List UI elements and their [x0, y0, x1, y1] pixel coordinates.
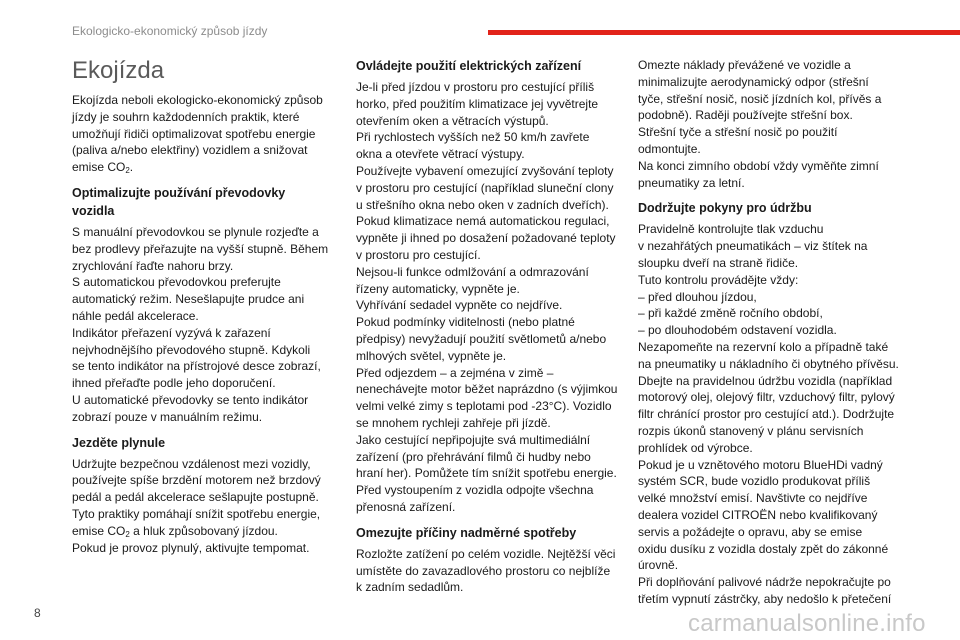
text-line: Střešní tyče a střešní nosič po použití — [638, 125, 838, 140]
text-line: v prostoru pro cestující (například sluneční clony — [356, 180, 614, 195]
heading-electrical — [356, 57, 624, 75]
section-title: Ekojízda — [72, 57, 165, 84]
electrical-paragraph — [356, 79, 624, 516]
text-line: rozpis úkonů stanovený v plánu servisních — [638, 423, 864, 438]
text-line: Dbejte na pravidelnou údržbu vozidla (například — [638, 373, 893, 388]
text-line: pneumatiky za letní. — [638, 175, 745, 190]
text-line: horko, před použitím klimatizace jej vyvětrejte — [356, 96, 599, 111]
text-line: motorový olej, olejový filtr, vzduchový filtr, pylový — [638, 390, 895, 405]
text-line: podobně). Raději používejte střešní box. — [638, 108, 853, 123]
chapter-title: Ekologicko-ekonomický způsob jízdy — [72, 24, 268, 38]
text-line: tyče, střešní nosič, nosič jízdních kol, přívěs a — [638, 91, 882, 106]
text-line: k zadním sedadlům. — [356, 580, 464, 595]
text-line: dealera vozidel CITROËN nebo kvalifikovaný — [638, 507, 878, 522]
text-line: Pravidelně kontrolujte tlak vzduchu — [638, 222, 824, 237]
text-line: Před vystoupením z vozidla odpojte všechna — [356, 483, 594, 498]
text-line: Při rychlostech vyšších než 50 km/h zavřete — [356, 130, 590, 145]
text-line: zobrazí pouze v manuálním režimu. — [72, 409, 263, 424]
text-line: řízeny automaticky, vypněte je. — [356, 281, 520, 296]
text-line: umožňují řidiči optimalizovat spotřebu energie — [72, 126, 316, 141]
text-line: otevřením oken a větracích výstupů. — [356, 113, 549, 128]
text-line: ihned přeřaďte podle jeho doporučení. — [72, 376, 276, 391]
text-line: servis a požádejte o opravu, aby se emise — [638, 524, 863, 539]
text-line: Vyhřívání sedadel vypněte co nejdříve. — [356, 298, 563, 313]
text-line: nejvhodnějšího převodového stupně. Kdykoli — [72, 342, 311, 357]
text-line: minimalizujte aerodynamický odpor (střešní — [638, 74, 869, 89]
text-line: Optimalizujte používání převodovky — [72, 185, 286, 200]
text-line: Omezte náklady převážené ve vozidle a — [638, 58, 851, 72]
text-line: se mnohem rychleji zahřeje při jízdě. — [356, 415, 551, 430]
text-line: Tyto praktiky pomáhají snížit spotřebu energie, — [72, 506, 321, 521]
text-line: Nezapomeňte na rezervní kolo a případně také — [638, 339, 889, 354]
text-line: vypněte ji ihned po dosažení požadované teploty — [356, 231, 616, 246]
intro-co2-line: emise $CO_2$. — [72, 160, 134, 176]
text-line: automatický režim. Nesešlapujte prudce ani — [72, 292, 305, 307]
text-line: prohlídek od výrobce. — [638, 440, 753, 455]
text-line: – při každé změně ročního období, — [638, 306, 823, 321]
text-line: velké množství emisí. Navštivte co nejdříve — [638, 491, 868, 506]
text-line: na pneumatiky u nákladního či obytného přívěsu. — [638, 356, 899, 371]
text-line: Tuto kontrolu provádějte vždy: — [638, 272, 799, 287]
text-line: vozidla — [72, 203, 115, 218]
text-line: – před dlouhou jízdou, — [638, 289, 757, 304]
load-paragraph — [356, 546, 624, 596]
text-line: U automatické převodovky se tento indikátor — [72, 392, 309, 407]
text-line: Rozložte zatížení po celém vozidle. Nejtěžší věci — [356, 546, 616, 561]
text-line: zařízení (pro přehrávání filmů či hudby nebo — [356, 449, 591, 464]
text-line: Na konci zimního období vždy vyměňte zimní — [638, 158, 879, 173]
watermark: carmanualsonline.info — [688, 610, 926, 637]
text-line: Při doplňování palivové nádrže nepokračujte po — [638, 575, 891, 590]
text-line: přenosná zařízení. — [356, 499, 456, 514]
heading-smooth-driving — [72, 434, 340, 452]
text-line: u střešního okna nebo oken v zadních dveřích). — [356, 197, 609, 212]
text-line: hraní her). Pomůžete tím snížit spotřebu energie. — [356, 466, 617, 481]
text-line: jízdy je souhrn každodenních praktik, které — [72, 109, 300, 124]
text-line: se tento indikátor na přístrojové desce zobrazí, — [72, 359, 321, 374]
column-right — [638, 57, 906, 616]
text-line: Ovládejte použití elektrických zařízení — [356, 59, 582, 73]
text-line: Používejte vybavení omezující zvyšování teploty — [356, 163, 614, 178]
text-line: sloupku dveří na straně řidiče. — [638, 255, 799, 270]
text-line: Před odjezdem – a zejména v zimě – — [356, 365, 554, 380]
column-middle — [356, 57, 624, 604]
text-line: umístěte do zavazadlového prostoru co nejblíže — [356, 563, 611, 578]
text-line: Udržujte bezpečnou vzdálenost mezi vozidly, — [72, 456, 311, 471]
text-line: Pokud podmínky viditelnosti (nebo platné — [356, 315, 575, 330]
text-line: Indikátor přeřazení vyzývá k zařazení — [72, 325, 271, 340]
text-line: Dodržujte pokyny pro údržbu — [638, 201, 812, 216]
text-line: nenechávejte motor běžet naprázdno (s výjimkou — [356, 382, 618, 397]
gearbox-paragraph — [72, 224, 340, 426]
load-continued-paragraph — [638, 57, 906, 191]
smooth-driving-paragraph — [72, 456, 340, 557]
heading-maintenance — [638, 199, 906, 217]
text-line: předpisy) nevyžadují použití světlometů a/nebo — [356, 331, 607, 346]
text-line: používejte spíše brzdění motorem než brzdový — [72, 473, 321, 488]
text-line: Omezujte příčiny nadměrné spotřeby — [356, 525, 577, 540]
text-line: oxidu dusíku z vozidla dostaly zpět do zákonné — [638, 541, 889, 556]
text-line: Je-li před jízdou v prostoru pro cestující příliš — [356, 80, 595, 94]
text-line: Pokud je u vznětového motoru BlueHDi vadný — [638, 457, 883, 472]
text-line: (paliva a/nebo elektřiny) vozidlem a snižovat — [72, 143, 308, 158]
text-line: zrychlování řaďte nahoru brzy. — [72, 258, 234, 273]
text-line: Pokud klimatizace nemá automatickou regulaci, — [356, 214, 610, 229]
header-accent-bar — [488, 30, 960, 35]
text-line: v prostoru pro cestující. — [356, 247, 481, 262]
heading-excess-consumption — [356, 524, 624, 542]
text-line: náhle pedál akcelerace. — [72, 308, 199, 323]
text-line: Pokud je provoz plynulý, aktivujte tempomat. — [72, 540, 310, 555]
text-line: Jako cestující nepřipojujte svá multimediální — [356, 432, 591, 447]
text-line: odmontujte. — [638, 141, 701, 156]
text-line: bez prodlevy přeřazujte na vyšší stupně. Během — [72, 241, 329, 256]
maintenance-paragraph — [638, 221, 906, 607]
text-line: velmi velké zimy s teplotami pod -23°C). Vozidlo — [356, 399, 612, 414]
text-line: v nezahřátých pneumatikách – viz štítek na — [638, 239, 868, 254]
intro-paragraph — [72, 92, 340, 176]
text-line: systém SCR, bude vozidlo produkovat příliš — [638, 474, 871, 489]
text-line: úrovně. — [638, 558, 679, 573]
page-number: 8 — [34, 606, 41, 620]
text-line: mlhových světel, vypněte je. — [356, 348, 507, 363]
text-line: okna a otevřete větrací výstupy. — [356, 147, 525, 162]
text-line: třetím vypnutí zástrčky, aby nedošlo k přetečení — [638, 591, 892, 606]
text-line: Jezděte plynule — [72, 435, 166, 450]
text-line: Nejsou-li funkce odmlžování a odmrazování — [356, 264, 589, 279]
text-line: Ekojízda neboli ekologicko-ekonomický způsob — [72, 93, 323, 107]
text-line: pedál a pedál akcelerace sešlapujte postupně. — [72, 490, 319, 505]
text-line: S automatickou převodovkou preferujte — [72, 275, 281, 290]
text-line: S manuální převodovkou se plynule rozjeďte a — [72, 224, 319, 239]
column-left — [72, 57, 340, 564]
heading-gearbox — [72, 184, 340, 220]
smooth-co2-line: emise $CO_2$ a hluk způsobovaný jízdou. — [72, 523, 278, 539]
text-line: – po dlouhodobém odstavení vozidla. — [638, 323, 837, 338]
text-line: filtr chránící prostor pro cestující atd.). Dodržujte — [638, 407, 895, 422]
